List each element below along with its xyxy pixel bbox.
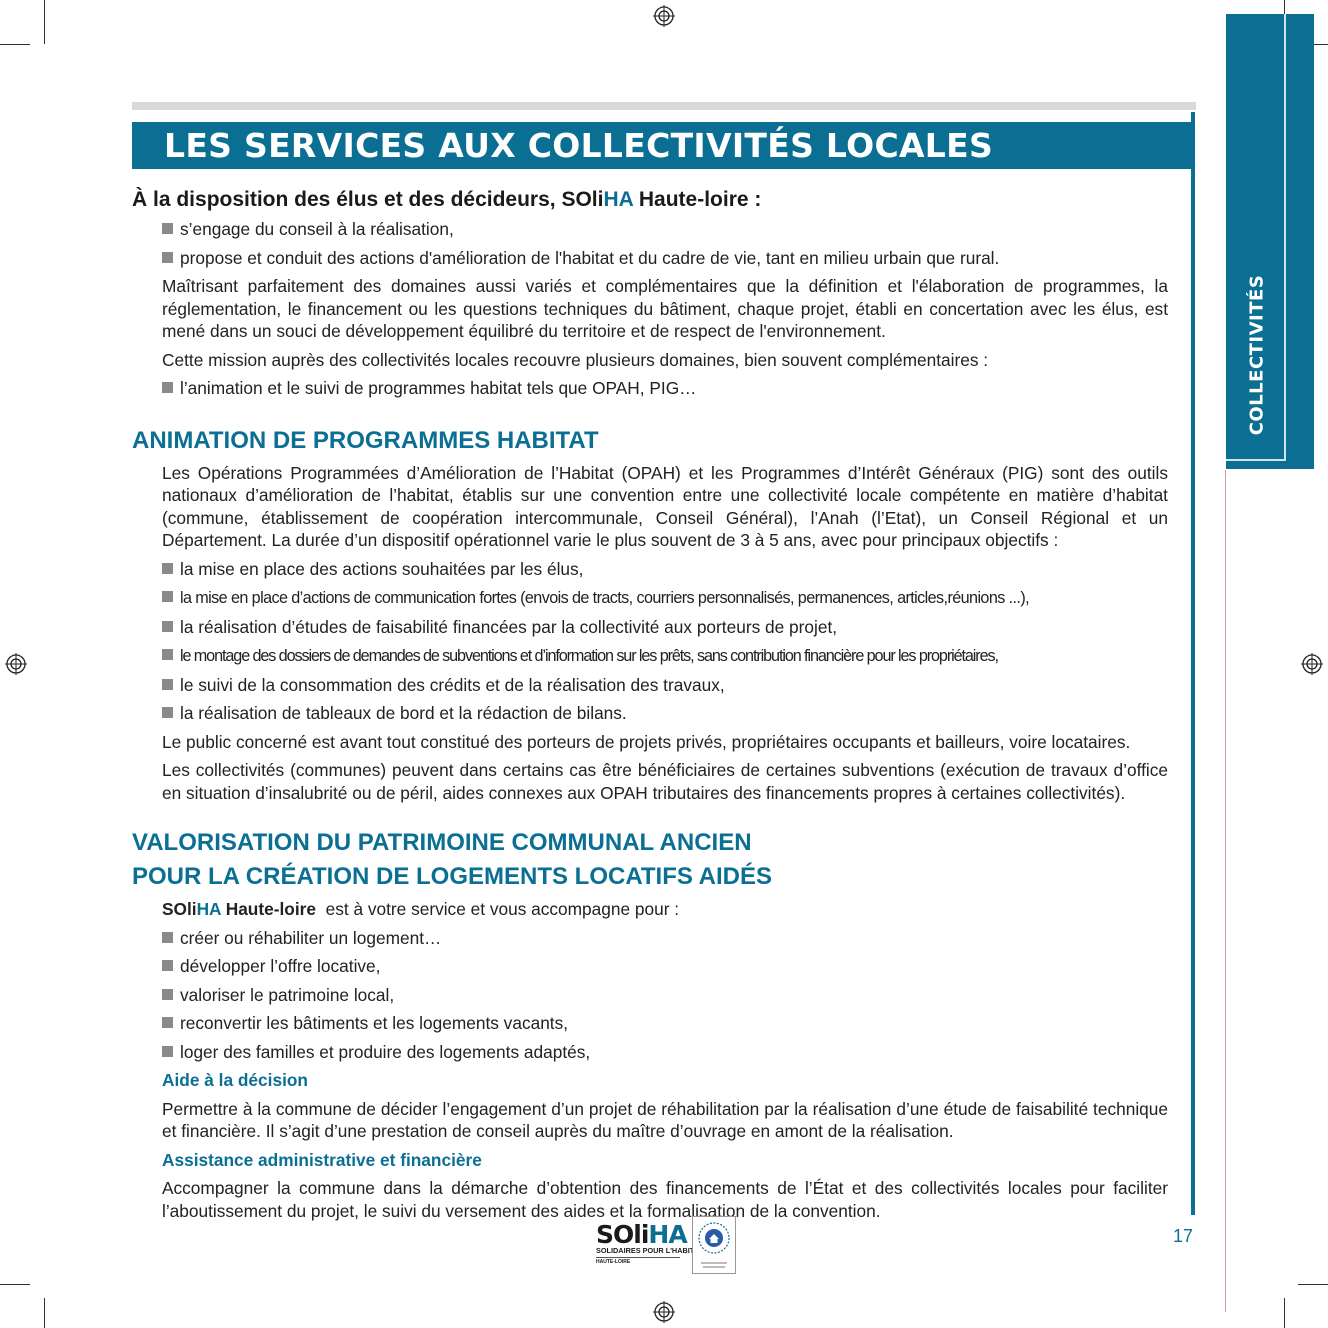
list-item: la mise en place des actions souhaitées par les élus,	[162, 558, 1168, 581]
list-item: s’engage du conseil à la réalisation,	[162, 218, 1168, 241]
margin-line	[1225, 470, 1226, 1312]
square-bullet-icon	[162, 591, 173, 602]
square-bullet-icon	[162, 707, 173, 718]
list-item: la réalisation d’études de faisabilité financées par la collectivité aux porteurs de projet,	[162, 616, 1168, 639]
section-paragraph: Les collectivités (communes) peuvent dans certains cas être bénéficiaires de certaines subventions (exécution de travaux d’office en situation d’insalubrité ou de péril, aides connexes aux OPAH tributaires des financements propres à certaines collectivités).	[162, 760, 1168, 803]
section-paragraph: Les Opérations Programmées d’Amélioration de l’Habitat (OPAH) et les Programmes d’Intérêt Généraux (PIG) sont des outils nationaux d’amélioration de l’habitat, établis sur une convention entre une collectivité locale compétente en matière d’habitat (commune, établissement de coopération intercommunale, Conseil Général), l’Anah (l’Etat), un Conseil Régional et un Département. La durée d’un dispositif opérationnel varie le plus souvent de 3 à 5 ans, avec pour principaux objectifs :	[162, 462, 1168, 550]
section-title: VALORISATION DU PATRIMOINE COMMUNAL ANCIEN POUR LA CRÉATION DE LOGEMENTS LOCATIFS AIDÉS	[132, 829, 773, 890]
intro-lead: À la disposition des élus et des décideurs, SOliHA Haute-loire :	[132, 188, 762, 211]
main-content	[132, 188, 1168, 1228]
registration-mark-icon	[1301, 653, 1323, 675]
soliha-logo: SOliHA SOLIDAIRES POUR L'HABITAT HAUTE-LOIRE	[596, 1220, 703, 1265]
square-bullet-icon	[162, 649, 173, 660]
page-number: 17	[1173, 1226, 1194, 1246]
square-bullet-icon	[162, 679, 173, 690]
square-bullet-icon	[162, 563, 173, 574]
square-bullet-icon	[162, 621, 173, 632]
list-item: propose et conduit des actions d'amélioration de l'habitat et du cadre de vie, tant en milieu urbain que rural.	[162, 247, 1168, 270]
square-bullet-icon	[162, 1017, 173, 1028]
list-item: le suivi de la consommation des crédits et de la réalisation des travaux,	[162, 674, 1168, 697]
square-bullet-icon	[162, 932, 173, 943]
intro-paragraph: Maîtrisant parfaitement des domaines aussi variés et complémentaires que la définition et l'élaboration de programmes, la réglementation, le financement ou les questions techniques du bâtiment, chaque projet, établi en concertation avec les élus, est mené dans un souci de développement équilibré du territoire et de respect de l'environnement.	[162, 276, 1168, 341]
square-bullet-icon	[162, 252, 173, 263]
crop-mark	[0, 44, 30, 45]
crop-mark	[44, 0, 45, 44]
square-bullet-icon	[162, 960, 173, 971]
section-intro: SOliHA Haute-loire est à votre service et vous accompagne pour :	[162, 899, 680, 919]
page-title: LES SERVICES AUX COLLECTIVITÉS LOCALES	[164, 126, 994, 165]
list-item: la réalisation de tableaux de bord et la rédaction de bilans.	[162, 702, 1168, 725]
list-item: reconvertir les bâtiments et les logements vacants,	[162, 1012, 1168, 1035]
list-item: valoriser le patrimoine local,	[162, 984, 1168, 1007]
section-title: ANIMATION DE PROGRAMMES HABITAT	[132, 426, 599, 454]
subsection-title: Aide à la décision	[162, 1070, 308, 1090]
list-item: créer ou réhabiliter un logement…	[162, 927, 1168, 950]
subsection-title: Assistance administrative et financière	[162, 1149, 482, 1170]
crop-mark	[0, 1284, 30, 1285]
section-paragraph: Le public concerné est avant tout constitué des porteurs de projets privés, propriétaires occupants et bailleurs, voire locataires.	[162, 731, 1131, 752]
subsection-paragraph: Permettre à la commune de décider l’engagement d’un projet de réhabilitation par la réalisation d’une étude de faisabilité technique et financière. Il s’agit d’une prestation de conseil auprès du maître d’ouvrage en amont de la réalisation.	[162, 1098, 1168, 1141]
registration-mark-icon	[653, 1301, 675, 1323]
certification-badge-icon	[692, 1216, 736, 1274]
registration-mark-icon	[5, 653, 27, 675]
list-item: la mise en place d’actions de communication fortes (envois de tracts, courriers personnalisés, permanences, articles,réunions ...),	[162, 586, 1168, 610]
square-bullet-icon	[162, 382, 173, 393]
square-bullet-icon	[162, 989, 173, 1000]
content-border-line	[1191, 112, 1195, 1215]
list-item: loger des familles et produire des logements adaptés,	[162, 1041, 1168, 1064]
top-rule	[132, 102, 1196, 110]
list-item: l’animation et le suivi de programmes habitat tels que OPAH, PIG…	[162, 377, 1168, 400]
intro-paragraph: Cette mission auprès des collectivités locales recouvre plusieurs domaines, bien souvent complémentaires :	[162, 349, 989, 370]
crop-mark	[44, 1298, 45, 1328]
side-tab-label: COLLECTIVITÉS	[1246, 274, 1268, 436]
registration-mark-icon	[653, 5, 675, 27]
square-bullet-icon	[162, 223, 173, 234]
subsection-paragraph: Accompagner la commune dans la démarche d’obtention des financements de l’État et des collectivités locales pour faciliter l’aboutissement du projet, le suivi du versement des aides et la formalisation de la convention.	[162, 1178, 1168, 1221]
square-bullet-icon	[162, 1046, 173, 1057]
crop-mark	[1298, 1284, 1328, 1285]
list-item: développer l’offre locative,	[162, 955, 1168, 978]
crop-mark	[1284, 1298, 1285, 1328]
list-item: le montage des dossiers de demandes de subventions et d’information sur les prêts, sans contribution financière pour les propriétaires,	[162, 644, 1168, 668]
